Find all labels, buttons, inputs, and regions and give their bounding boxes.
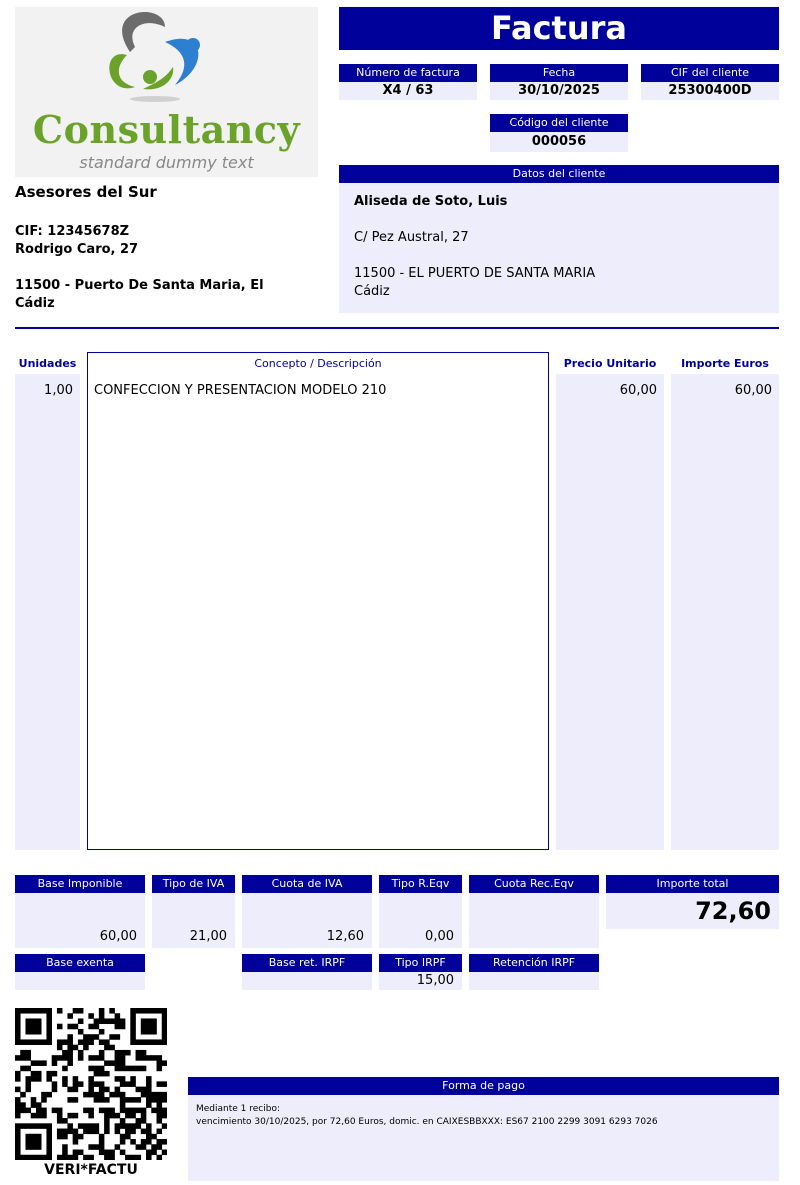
client-cif-value: 25300400D <box>641 82 779 100</box>
units-column <box>15 374 80 850</box>
retencion-irpf-field <box>469 954 599 990</box>
base-imponible-field <box>15 875 145 948</box>
tipo-req-field <box>379 875 462 948</box>
date-field <box>490 64 628 100</box>
retencion-irpf-value <box>469 972 599 990</box>
seller-address: Rodrigo Caro, 27 <box>15 242 139 257</box>
client-province: Cádiz <box>354 284 390 299</box>
company-logo <box>15 7 318 177</box>
unit-price-column <box>556 374 664 850</box>
qr-code-icon <box>15 1008 167 1160</box>
client-city: 11500 - EL PUERTO DE SANTA MARIA <box>354 266 596 281</box>
invoice-title: Factura <box>339 7 779 50</box>
tipo-irpf-field <box>379 954 462 990</box>
logo-brand-text: Consultancy <box>32 107 301 152</box>
cuota-req-field <box>469 875 599 948</box>
payment-line-1: Mediante 1 recibo: <box>196 1104 280 1114</box>
client-address: C/ Pez Austral, 27 <box>354 230 469 245</box>
date-label: Fecha <box>490 64 628 82</box>
base-exenta-field <box>15 954 145 990</box>
client-cif-field <box>641 64 779 100</box>
logo-figures-icon <box>15 7 318 117</box>
base-imponible-label: Base Imponible <box>15 875 145 893</box>
amount-column <box>671 374 779 850</box>
invoice-number-label: Número de factura <box>339 64 477 82</box>
base-ret-label: Base ret. IRPF <box>242 954 372 972</box>
payment-line-2: vencimiento 30/10/2025, por 72,60 Euros, domic. en CAIXESBBXXX: ES67 2100 2299 3091 6293 7026 <box>196 1117 658 1127</box>
base-imponible-value: 60,00 <box>15 893 145 948</box>
tipo-iva-value: 21,00 <box>152 893 235 948</box>
importe-total-label: Importe total <box>606 875 779 893</box>
client-code-value: 000056 <box>490 132 628 152</box>
client-box <box>339 165 779 313</box>
client-name: Aliseda de Soto, Luis <box>354 194 508 209</box>
base-ret-field <box>242 954 372 990</box>
units-header: Unidades <box>18 357 77 370</box>
seller-info <box>15 183 315 313</box>
seller-cif: CIF: 12345678Z <box>15 224 130 239</box>
retencion-irpf-label: Retención IRPF <box>469 954 599 972</box>
header-divider <box>15 327 779 329</box>
client-code-field <box>490 114 628 152</box>
invoice-number-field <box>339 64 477 100</box>
cuota-req-label: Cuota Rec.Eqv <box>469 875 599 893</box>
client-cif-label: CIF del cliente <box>641 64 779 82</box>
qr-caption: VERI*FACTU <box>44 1162 138 1178</box>
importe-total-value: 72,60 <box>606 893 779 929</box>
concept-header: Concepto / Descripción <box>254 357 382 370</box>
payment-label: Forma de pago <box>188 1077 779 1095</box>
payment-box <box>188 1077 779 1181</box>
unit-price-header: Precio Unitario <box>563 357 657 370</box>
tipo-iva-label: Tipo de IVA <box>152 875 235 893</box>
concept-column <box>87 352 549 850</box>
tipo-irpf-label: Tipo IRPF <box>379 954 462 972</box>
line-units: 1,00 <box>44 383 73 398</box>
base-exenta-value <box>15 972 145 990</box>
importe-total-field <box>606 875 779 929</box>
amount-header: Importe Euros <box>681 357 769 370</box>
date-value: 30/10/2025 <box>490 82 628 100</box>
base-exenta-label: Base exenta <box>15 954 145 972</box>
cuota-iva-field <box>242 875 372 948</box>
cuota-iva-value: 12,60 <box>242 893 372 948</box>
line-unit-price: 60,00 <box>619 383 657 398</box>
cuota-req-value <box>469 893 599 948</box>
client-section-label: Datos del cliente <box>339 165 779 183</box>
tipo-req-value: 0,00 <box>379 893 462 948</box>
invoice-number-value: X4 / 63 <box>339 82 477 100</box>
cuota-iva-label: Cuota de IVA <box>242 875 372 893</box>
seller-name: Asesores del Sur <box>15 183 157 201</box>
tipo-irpf-value: 15,00 <box>379 972 462 990</box>
line-concept: CONFECCION Y PRESENTACION MODELO 210 <box>94 383 387 398</box>
base-ret-value <box>242 972 372 990</box>
seller-city: 11500 - Puerto De Santa Maria, El <box>15 278 264 293</box>
client-code-label: Código del cliente <box>490 114 628 132</box>
tipo-iva-field <box>152 875 235 948</box>
logo-tagline: standard dummy text <box>79 153 254 172</box>
line-amount: 60,00 <box>734 383 772 398</box>
tipo-req-label: Tipo R.Eqv <box>379 875 462 893</box>
seller-province: Cádiz <box>15 296 55 311</box>
